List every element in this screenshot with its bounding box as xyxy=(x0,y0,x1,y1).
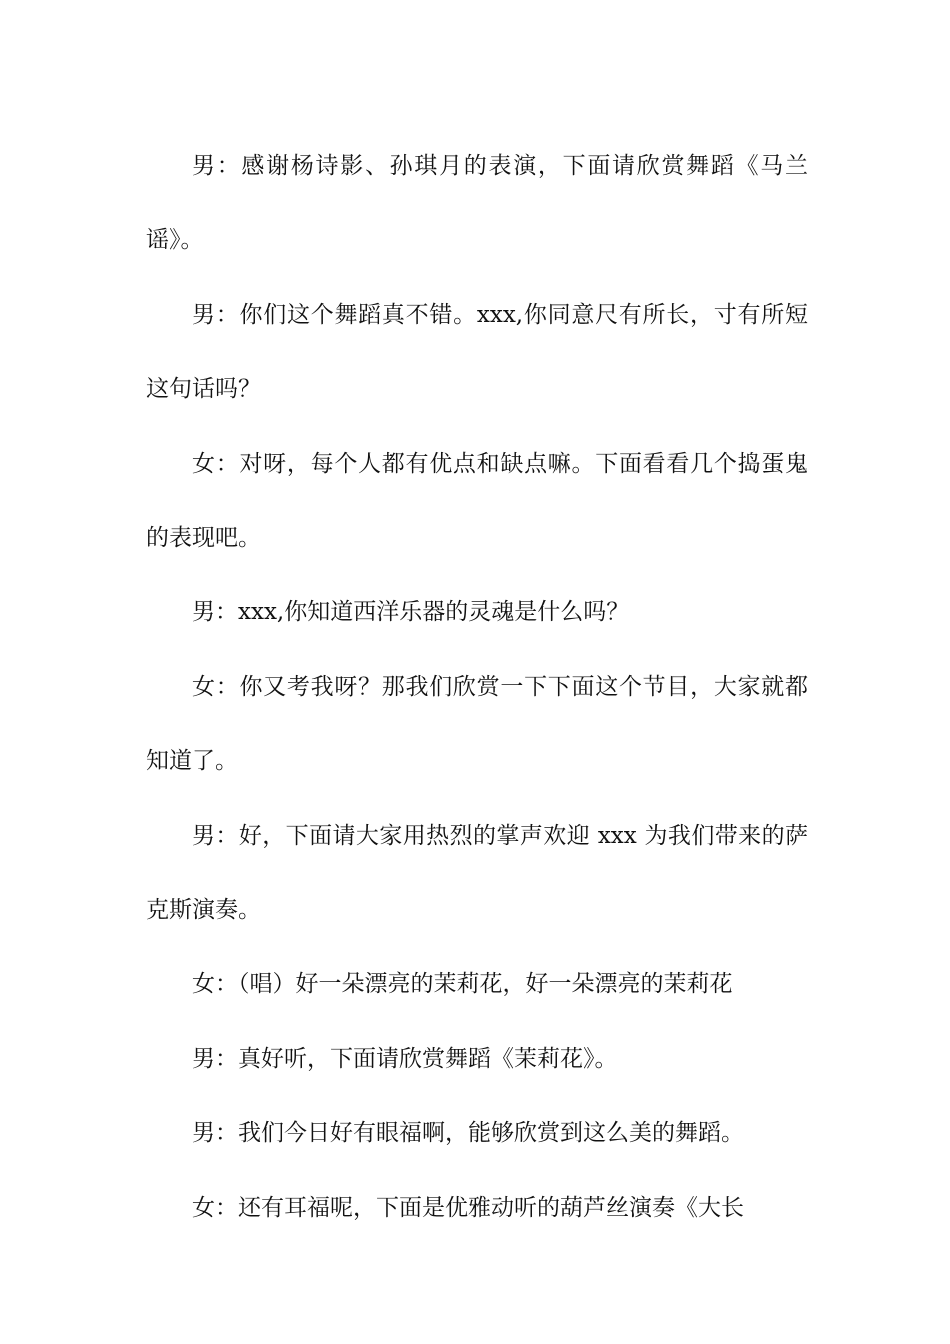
paragraph: 女：对呀，每个人都有优点和缺点嘛。下面看看几个捣蛋鬼的表现吧。 xyxy=(146,450,808,552)
document-body xyxy=(146,129,808,1245)
paragraph: 男：xxx,你知道西洋乐器的灵魂是什么吗？ xyxy=(192,599,630,626)
paragraph: 女：你又考我呀？那我们欣赏一下下面这个节目，大家就都知道了。 xyxy=(146,673,808,775)
paragraph: 男：好，下面请大家用热烈的掌声欢迎 xxx 为我们带来的萨克斯演奏。 xyxy=(146,822,808,924)
paragraph: 男：感谢杨诗影、孙琪月的表演，下面请欣赏舞蹈《马兰谣》。 xyxy=(146,153,808,254)
paragraph: 男：你们这个舞蹈真不错。xxx,你同意尺有所长，寸有所短这句话吗？ xyxy=(146,301,808,403)
paragraph: 女：（唱）好一朵漂亮的茉莉花，好一朵漂亮的茉莉花 xyxy=(192,971,733,998)
paragraph: 男：我们今日好有眼福啊，能够欣赏到这么美的舞蹈。 xyxy=(192,1120,744,1147)
paragraph: 男：真好听，下面请欣赏舞蹈《茉莉花》。 xyxy=(192,1045,618,1072)
paragraph: 女：还有耳福呢，下面是优雅动听的葫芦丝演奏《大长 xyxy=(192,1194,744,1221)
